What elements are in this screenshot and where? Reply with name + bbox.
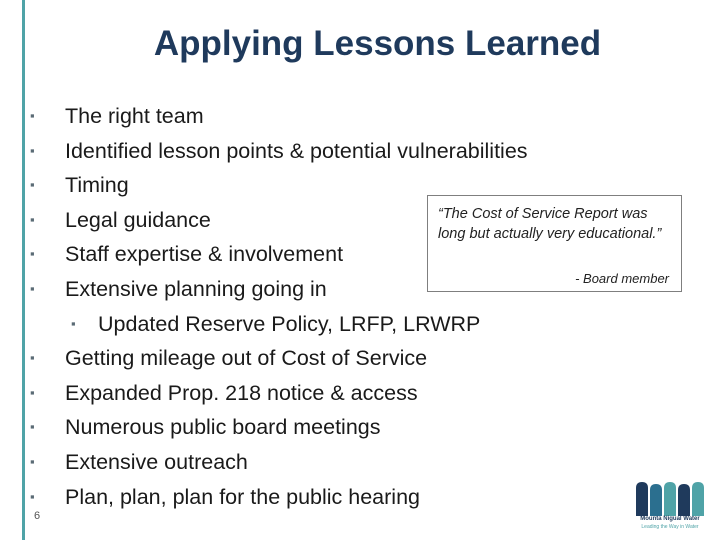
logo-mark-icon xyxy=(630,478,710,518)
bullet-item xyxy=(0,341,620,376)
bullet-text: Getting mileage out of Cost of Service xyxy=(65,346,428,371)
bullet-text: Extensive planning going in xyxy=(65,276,327,301)
bullet-marker: ▪ xyxy=(30,488,35,504)
bullet-text: Numerous public board meetings xyxy=(65,415,381,440)
quote-callout xyxy=(427,195,682,292)
bullet-text: Expanded Prop. 218 notice & access xyxy=(65,380,418,405)
bullet-item xyxy=(0,376,620,411)
bullet-text: Extensive outreach xyxy=(65,449,248,474)
bullet-marker: ▪ xyxy=(30,419,35,435)
quote-attribution: - Board member xyxy=(575,271,669,286)
bullet-item xyxy=(0,134,620,169)
bullet-marker: ▪ xyxy=(30,211,35,227)
bullet-list xyxy=(0,99,620,514)
company-logo xyxy=(630,478,710,540)
bullet-text: Plan, plan, plan for the public hearing xyxy=(65,484,420,509)
slide-title: Applying Lessons Learned xyxy=(153,24,602,63)
bullet-marker: ▪ xyxy=(30,246,35,262)
bullet-item xyxy=(0,410,620,445)
bullet-item xyxy=(0,99,620,134)
sub-bullet-item xyxy=(0,307,620,342)
bullet-marker: ▪ xyxy=(30,177,35,193)
bullet-marker: ▪ xyxy=(30,108,35,123)
logo-name: Mounta Nigual Water xyxy=(640,516,700,522)
bullet-item xyxy=(0,480,620,515)
page-number: 6 xyxy=(34,510,41,522)
logo-tagline: Leading the Way in Water xyxy=(641,524,699,530)
bullet-text: Staff expertise & involvement xyxy=(65,242,344,267)
bullet-text: Legal guidance xyxy=(65,207,211,232)
bullet-text: Timing xyxy=(65,173,129,198)
quote-text: “The Cost of Service Report was long but actually very educational.” xyxy=(438,206,662,242)
bullet-item xyxy=(0,445,620,480)
bullet-marker: ▪ xyxy=(30,350,35,366)
bullet-marker: ▪ xyxy=(71,315,76,331)
bullet-text: The right team xyxy=(65,104,204,128)
bullet-text: Updated Reserve Policy, LRFP, LRWRP xyxy=(98,311,481,336)
bullet-marker: ▪ xyxy=(30,453,35,469)
bullet-marker: ▪ xyxy=(30,280,35,296)
bullet-marker: ▪ xyxy=(30,384,35,400)
bullet-text: Identified lesson points & potential vulnerabilities xyxy=(65,138,528,163)
bullet-marker: ▪ xyxy=(30,142,35,158)
